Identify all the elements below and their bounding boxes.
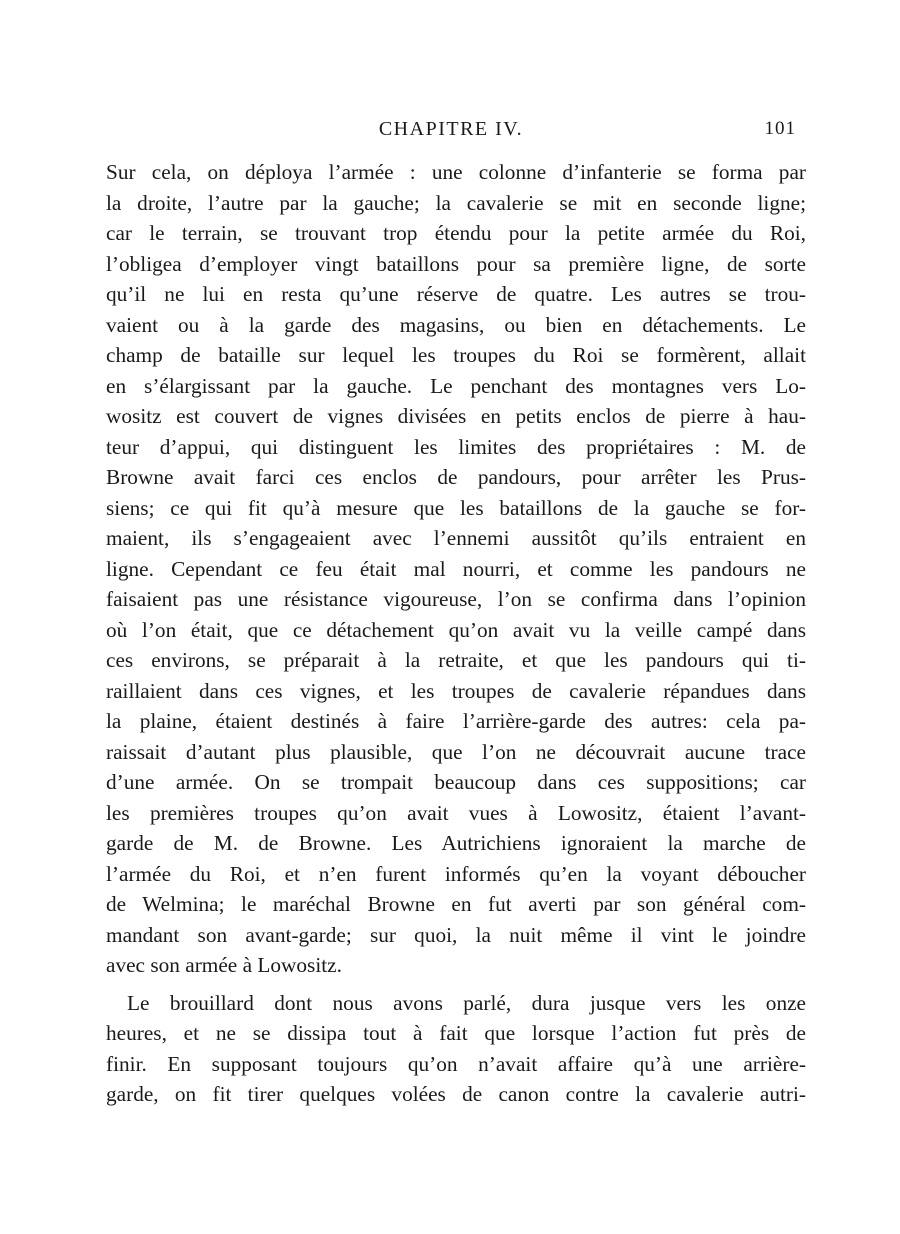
text-line: ligne. Cependant ce feu était mal nourri, et comme les pandours ne: [106, 556, 806, 581]
body-text: [106, 157, 806, 1110]
text-line: qu’il ne lui en resta qu’une réserve de quatre. Les autres se trou-: [106, 282, 806, 306]
text-line: teur d’appui, qui distinguent les limites des propriétaires : M. de: [106, 434, 806, 459]
text-line: où l’on était, que ce détachement qu’on avait vu la veille campé dans: [106, 617, 806, 642]
text-line: siens; ce qui fit qu’à mesure que les bataillons de la gauche se for-: [106, 495, 806, 520]
text-line: d’une armée. On se trompait beaucoup dans ces suppositions; car: [106, 770, 806, 794]
text-line: maient, ils s’engageaient avec l’ennemi aussitôt qu’ils entraient en: [106, 526, 806, 550]
text-line: Sur cela, on déploya l’armée : une colonne d’infanterie se forma par: [106, 160, 806, 184]
text-line: vaient ou à la garde des magasins, ou bien en détachements. Le: [106, 312, 806, 337]
text-line: car le terrain, se trouvant trop étendu pour la petite armée du Roi,: [106, 221, 806, 245]
text-line: la plaine, étaient destinés à faire l’arrière-garde des autres: cela pa-: [106, 709, 806, 733]
text-line: de Welmina; le maréchal Browne en fut averti par son général com-: [106, 892, 806, 916]
text-line: l’armée du Roi, et n’en furent informés qu’en la voyant déboucher: [106, 861, 806, 886]
text-line: wositz est couvert de vignes divisées en petits enclos de pierre à hau-: [106, 404, 806, 428]
text-line: finir. En supposant toujours qu’on n’avait affaire qu’à une arrière-: [106, 1051, 806, 1076]
text-line: avec son armée à Lowositz.: [106, 953, 342, 977]
text-line: ces environs, se préparait à la retraite, et que les pandours qui ti-: [106, 648, 806, 672]
page-number: 101: [764, 118, 796, 139]
text-line: la droite, l’autre par la gauche; la cavalerie se mit en seconde ligne;: [106, 190, 806, 215]
text-line: raillaient dans ces vignes, et les troupes de cavalerie répandues dans: [106, 678, 806, 703]
chapter-title: CHAPITRE IV.: [378, 118, 524, 140]
text-line: Browne avait farci ces enclos de pandours, pour arrêter les Prus-: [106, 465, 806, 489]
text-line: Le brouillard dont nous avons parlé, dura jusque vers les onze: [127, 990, 806, 1015]
text-line: les premières troupes qu’on avait vues à Lowositz, étaient l’avant-: [106, 800, 806, 825]
text-line: raissait d’autant plus plausible, que l’on ne découvrait aucune trace: [106, 739, 806, 764]
text-line: mandant son avant-garde; sur quoi, la nuit même il vint le joindre: [106, 922, 806, 947]
text-line: garde de M. de Browne. Les Autrichiens ignoraient la marche de: [106, 831, 806, 855]
running-head: [106, 114, 796, 144]
text-line: heures, et ne se dissipa tout à fait que lorsque l’action fut près de: [106, 1021, 806, 1045]
text-line: garde, on fit tirer quelques volées de canon contre la cavalerie autri-: [106, 1082, 806, 1106]
text-line: en s’élargissant par la gauche. Le penchant des montagnes vers Lo-: [106, 373, 806, 398]
text-line: champ de bataille sur lequel les troupes du Roi se formèrent, allait: [106, 343, 806, 367]
paragraph: [106, 157, 806, 981]
text-line: l’obligea d’employer vingt bataillons pour sa première ligne, de sorte: [106, 251, 806, 276]
paragraph: [106, 988, 806, 1110]
text-line: faisaient pas une résistance vigoureuse, l’on se confirma dans l’opinion: [106, 587, 806, 611]
